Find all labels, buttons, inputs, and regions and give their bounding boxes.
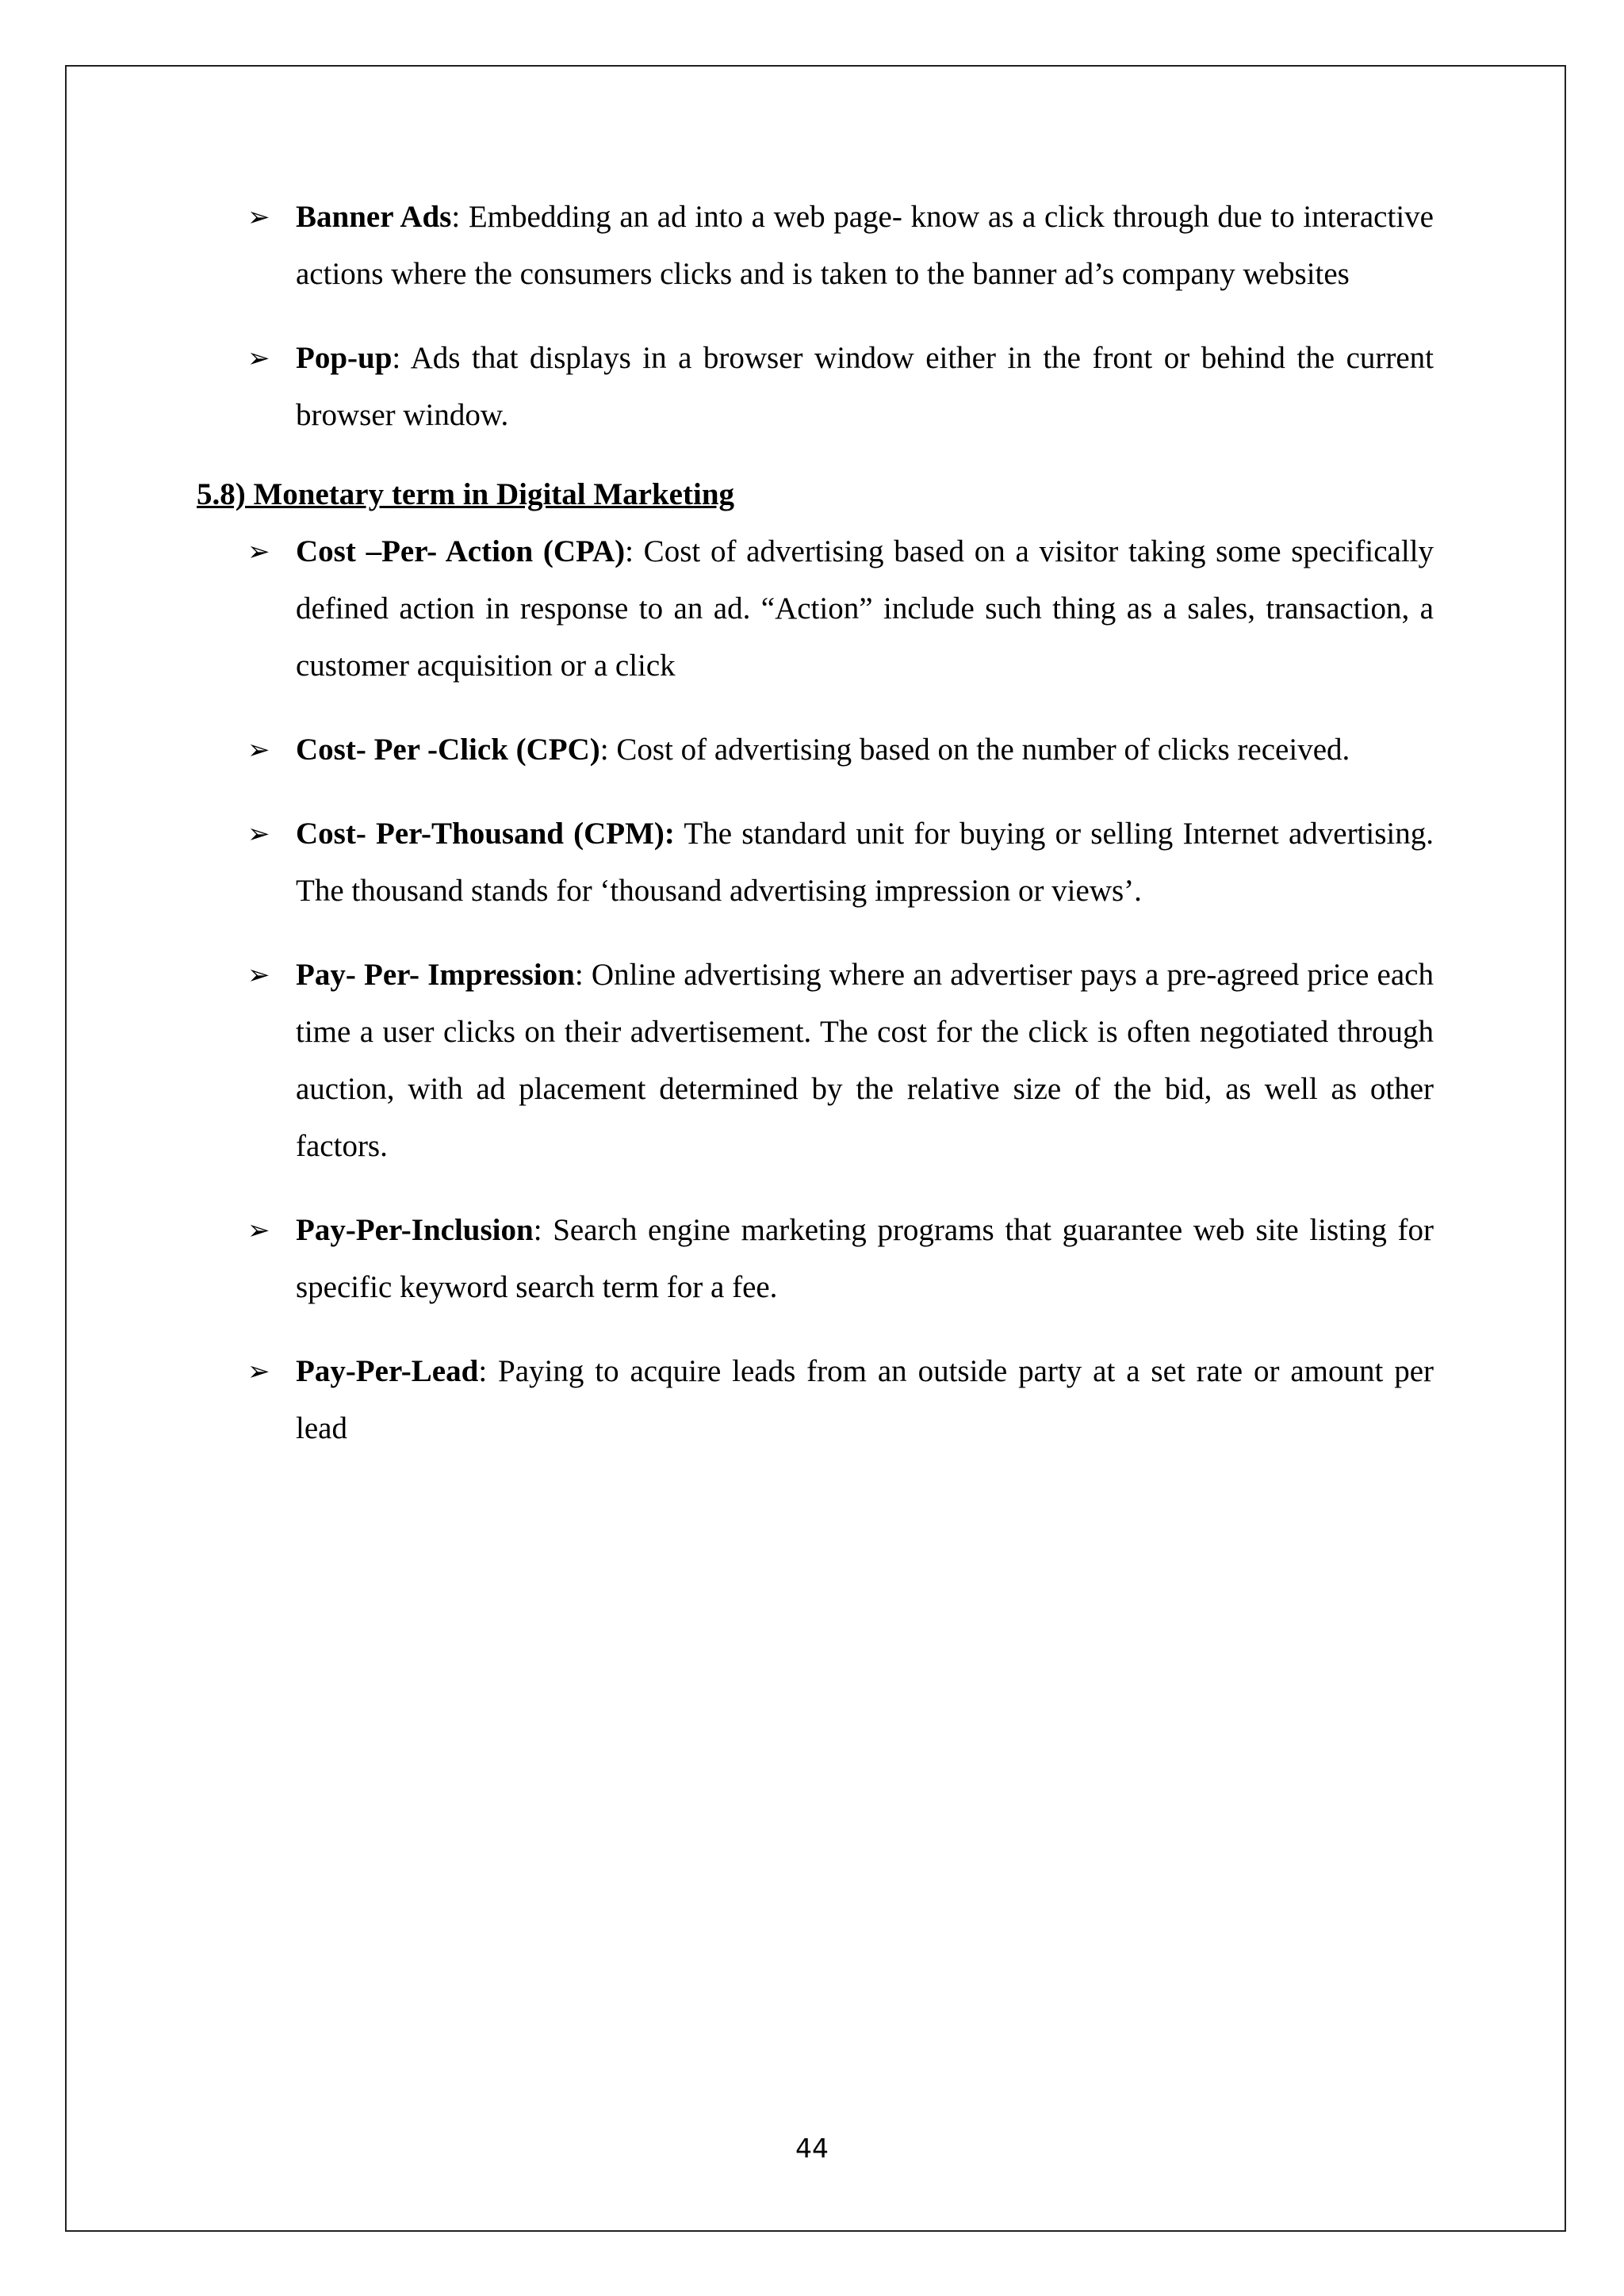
term-label: Pay- Per- Impression — [296, 958, 575, 992]
term-label: Cost- Per-Thousand (CPM): — [296, 817, 675, 851]
arrowhead-bullet-icon: ➢ — [247, 818, 270, 850]
list-item — [197, 806, 1434, 920]
arrowhead-bullet-icon: ➢ — [247, 1356, 270, 1387]
term-description: The standard unit for buying or selling Internet advertising. The thousand stands for ‘thousand advertising impression or views’. — [296, 817, 1434, 908]
section-heading: 5.8) Monetary term in Digital Marketing — [197, 477, 735, 511]
list-item — [197, 721, 1434, 779]
list-item — [197, 523, 1434, 695]
list-item — [197, 189, 1434, 303]
term-label: Pay-Per-Inclusion — [296, 1213, 534, 1247]
arrowhead-bullet-icon: ➢ — [247, 1215, 270, 1246]
term-label: Pop-up — [296, 341, 393, 375]
list-item — [197, 330, 1434, 444]
list-item — [197, 1202, 1434, 1316]
arrowhead-bullet-icon: ➢ — [247, 536, 270, 568]
term-description: : Cost of advertising based on a visitor taking some specifically defined action in response to an ad. “Action” include such thing as a sales, transaction, a customer acquisition or a click — [296, 534, 1434, 683]
term-description: : Embedding an ad into a web page- know as a click through due to interactive actions where the consumers clicks and is taken to the banner ad’s company websites — [296, 200, 1434, 291]
term-description: : Ads that displays in a browser window either in the front or behind the current browser window. — [296, 341, 1434, 432]
ad-types-list — [197, 189, 1434, 444]
term-label: Cost- Per -Click (CPC) — [296, 733, 600, 767]
list-item — [197, 1343, 1434, 1457]
term-description: : Paying to acquire leads from an outside party at a set rate or amount per lead — [296, 1354, 1434, 1445]
page-number: 44 — [795, 2133, 829, 2164]
term-description: : Search engine marketing programs that guarantee web site listing for specific keyword search term for a fee. — [296, 1213, 1434, 1304]
arrowhead-bullet-icon: ➢ — [247, 201, 270, 233]
term-label: Cost –Per- Action (CPA) — [296, 534, 626, 568]
arrowhead-bullet-icon: ➢ — [247, 959, 270, 991]
list-item — [197, 947, 1434, 1175]
term-description: : Cost of advertising based on the number of clicks received. — [599, 733, 1350, 767]
monetary-terms-list — [197, 523, 1434, 1457]
term-label: Banner Ads — [296, 200, 452, 234]
term-label: Pay-Per-Lead — [296, 1354, 479, 1388]
arrowhead-bullet-icon: ➢ — [247, 734, 270, 766]
term-description: : Online advertising where an advertiser pays a pre-agreed price each time a user clicks on their advertisement. The cost for the click is often negotiated through auction, with ad placement determined by the relative size of the bid, as well as other factors. — [296, 958, 1434, 1163]
arrowhead-bullet-icon: ➢ — [247, 342, 270, 374]
document-content — [197, 189, 1434, 1484]
